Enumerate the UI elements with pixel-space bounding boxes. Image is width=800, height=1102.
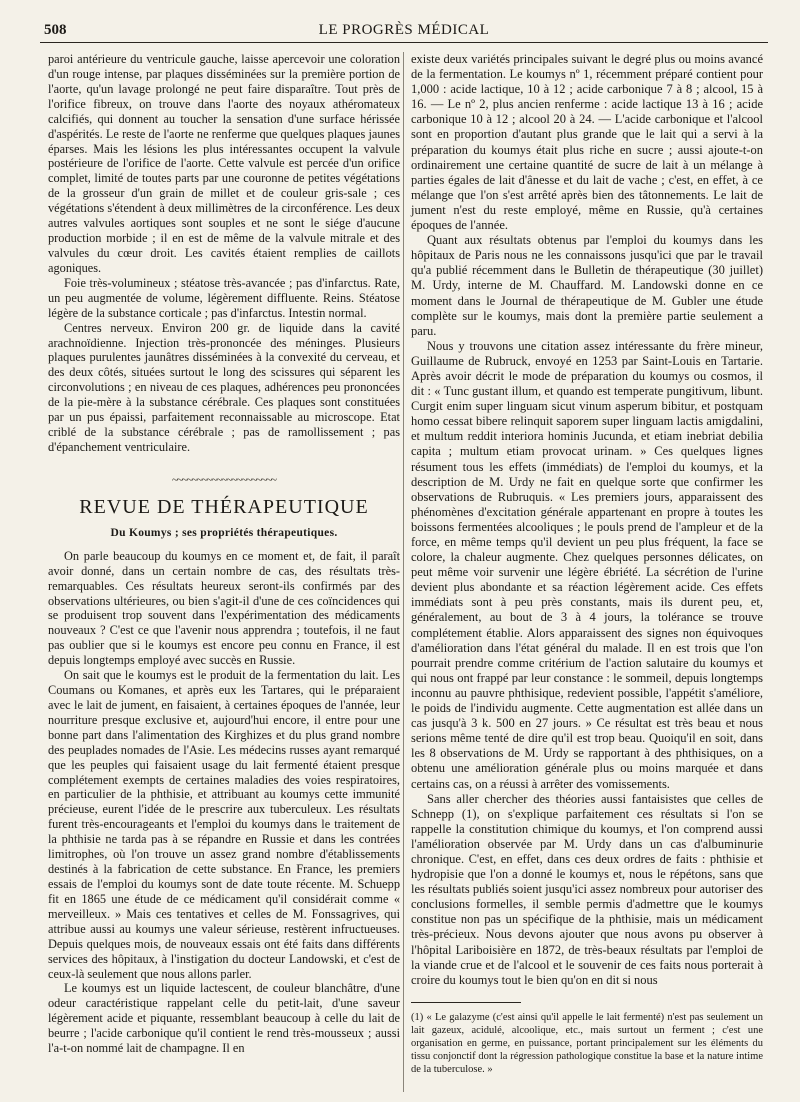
paragraph: existe deux variétés principales suivant le degré plus ou moins avancé de la fermentation. Le koumys nº 1, récemment préparé contient pour 1,000 : acide lactique, 10 à 12 ; acide carbonique 7 à 8 ; alcool, 15 à 16. — Le nº 2, plus ancien renferme : acide lactique 13 à 16 ; acide carbonique 10 à 12 ; alcool 20 à 24. — L'acide carbonique et l'alcool sont en proportion d'autant plus grande que le lait qui a servi à la préparation du koumys était plus riche en sucre ; aussi ajoute-t-on ordinairement une certaine quantité de sucre de lait à un mélange à parties égales de lait d'ânesse et du lait de vache ; c'est, en effet, à ce mélange que l'on s'est arrêté après bien des tâtonnements. Le lait de jument n'est du reste employé, même en Russie, qu'à certaines époques de l'année.: [411, 52, 763, 233]
page-header: [40, 16, 768, 43]
page-number: 508: [44, 22, 67, 38]
column-divider: [403, 52, 404, 1092]
paragraph: Foie très-volumineux ; stéatose très-avancée ; pas d'infarctus. Rate, un peu augmentée de volume, légèrement diffluente. Reins. Stéatose légère de la substance corticale ; pas d'infarctus. Intestin normal.: [48, 275, 400, 320]
paragraph: On parle beaucoup du koumys en ce moment et, de fait, il paraît avoir donné, dans un certain nombre de cas, des résultats très-remarquables. Ces résultats heureux seront-ils confirmés par des observations ultérieures, ou bien s'agit-il d'une de ces coïncidences qui se produisent trop souvent dans l'expérimentation des médicaments nouveaux ? C'est ce que l'avenir nous apprendra ; toutefois, il ne faut pas oublier que si le koumys est encore peu connu en France, il est depuis longtemps employé avec succès en Russie.: [48, 548, 400, 668]
right-column: [411, 52, 763, 1076]
paragraph: Centres nerveux. Environ 200 gr. de liquide dans la cavité arachnoïdienne. Injection très-prononcée des méninges. Plusieurs plaques purulentes jaunâtres disséminées à la convexité du cerveau, et des deux côtés, situées surtout le long des scissures qui séparent les circonvolutions ; en niveau de ces plaques, adhérences peu prononcées de la pie-mère à la substance cérébrale. Ces plaques sont constituées par un pus épaissi, parfaitement reconnaissable au microscope. Etat criblé de la substance cérébrale ; pas de ramollissement ; pas d'épanchement ventriculaire.: [48, 320, 400, 454]
article-subheading: Du Koumys ; ses propriétés thérapeutiques.: [110, 526, 338, 539]
footnote-rule: [411, 1002, 521, 1003]
paragraph: Quant aux résultats obtenus par l'emploi du koumys dans les hôpitaux de Paris nous ne les connaissons jusqu'ici que par le travail qu'a publié récemment dans le Bulletin de thérapeutique (30 juillet) M. Urdy, interne de M. Chauffard. M. Landowski donne en ce moment dans le Journal de thérapeutique de M. Gubler une étude complète sur le koumys, mais dont la première partie seulement a paru.: [411, 233, 763, 338]
paragraph: Nous y trouvons une citation assez intéressante du frère mineur, Guillaume de Rubruck, envoyé en 1253 par Saint-Louis en Tartarie. Après avoir décrit le mode de préparation du koumys ou cosmos, il dit : « Tunc gustant illum, et quando est temperate pungitivum, libunt. Curgit enim super linguam sicut vinum asperum bibitur, et postquam homo cessat bibere relinquit saporem super linguam lactis amigdalini, et multum reddit interiora hominis Jucunda, et etiam inebriat debilia capita ; multum etiam provocat urinam. » Ces quelques lignes résument tous les effets (immédiats) de l'emploi du koumys, et la description de M. Urdy ne fait en quelque sorte que confirmer les observations de Rubruquis. « Les premiers jours, apparaissent des phénomènes d'excitation générale appartenant en propre à toutes les boissons fermentées alcooliques ; le pouls prend de l'ampleur et de la force, en même temps qu'il devient un peu plus fréquent, la face se colore, la chaleur augmente. Chez quelques personnes délicates, on peut même voir survenir une légère ébriété. La sécrétion de l'urine devient plus abondante et sa réaction légèrement acide. Ces effets immédiats sont à peu près constants, mais ils durent peu, et, généralement, au bout de 3 à 4 jours, la tolérance se trouve complétement établie. Alors apparaissent des signes non équivoques d'amélioration dans l'état général du malade. Il en est trois que l'on pourrait prendre comme critérium de l'action salutaire du koumys et qui nous ont frappé par leur constance : le sommeil, depuis longtemps inconnu au pauvre phthisique, redevient possible, l'appétit s'améliore, le poids de l'individu augmente. Cette augmentation est allée dans un cas jusqu'à 3 k. 500 en 27 jours. » Ce résultat est très beau et nous serions même tenté de dire qu'il est trop beau. Quoiqu'il en soit, dans les 8 observations de M. Urdy se rapportant à des phthisiques, on a obtenu une amélioration générale plus ou moins marquée et dans certains cas, on a réussi à arrêter des vomissements.: [411, 338, 763, 791]
journal-title: LE PROGRÈS MÉDICAL: [318, 22, 490, 38]
footnote: (1) « Le galazyme (c'est ainsi qu'il appelle le lait fermenté) n'est pas seulement un lait gazeux, acidulé, alcoolique, etc., mais surtout un ferment ; c'est une organisation en germe, en puissance, portant principalement sur les éléments du tissu conjonctif dont la régression pathologique constitue la base et la nature intime de la tuberculose. »: [411, 1011, 763, 1075]
left-column: [48, 52, 400, 1056]
section-title: REVUE DE THÉRAPEUTIQUE: [79, 495, 369, 518]
paragraph: paroi antérieure du ventricule gauche, laisse apercevoir une coloration d'un rouge intense, par plaques disséminées sur la première portion de l'aorte, qu'un lavage prolongé ne peut faire disparaître. Tout près de l'orifice fibreux, on trouve dans l'aorte des noyaux athéromateux calcifiés, qui donnent au toucher la sensation d'une surface hérissée d'aspérités. Le reste de l'aorte ne renferme que quelques plaques jaunes éparses. Mais les lésions les plus intéressantes occupent la valvule postérieure de l'orifice de l'aorte. Cette valvule est percée d'un orifice complet, limité de toutes parts par une couronne de petites végétations de la grosseur d'un grain de millet et de couleur gris-sale ; ces végétations s'étendent à deux millimètres de la circonférence. Les deux autres valvules aortiques sont souples et ne sont le siége d'aucune production morbide ; il en est de même de la valvule mitrale et des valvules du cœur droit. Les cavités étaient remplies de caillots agoniques.: [48, 52, 400, 275]
article-text-right: [411, 52, 763, 988]
section-divider-ornament: ~~~~~~~~~~~~~~~~~~~~~: [172, 473, 276, 486]
paragraph: Le koumys est un liquide lactescent, de couleur blanchâtre, d'une odeur caractéristique rappelant celle du petit-lait, d'une saveur légèrement acide et piquante, ressemblant beaucoup à celle du lait de beurre ; l'acide carbonique qu'il contient le rend très-mousseux ; aussi l'a-t-on nommé lait de champagne. Il en: [48, 981, 400, 1056]
paragraph: On sait que le koumys est le produit de la fermentation du lait. Les Coumans ou Komanes, et après eux les Tartares, qui le préparaient avec le lait de jument, en faisaient, à certaines époques de l'année, leur nourriture presque exclusive et, aujourd'hui encore, il entre pour une bonne part dans l'alimentation des Kirghizes et du plus grand nombre des peuplades nomades de l'Asie. Les médecins russes ayant remarqué que les peuples qui faisaient usage du lait fermenté étaient presque complétement exempts de certaines maladies des voies respiratoires, en particulier de la phthisie, et attribuant au koumys cette immunité précieuse, eurent l'idée de le prescrire aux tuberculeux. Les résultats furent très-encourageants et l'emploi du koumys dans le traitement de la phthisie ne tarda pas à se répandre en Russie et dans les contrées limitrophes, où l'on trouve un assez grand nombre d'établissements destinés à la fabrication de cette substance. En France, les premiers essais de l'emploi du koumys sont de date toute récente. M. Schuepp fit en 1865 une étude de ce médicament qu'il considérait comme « merveilleux. » Mais ces tentatives et celles de M. Fonssagrives, qui attribue aussi au koumys une valeur sérieuse, restèrent infructueuses. Depuis quelques mois, de nouveaux essais ont été faits dans différents services des hôpitaux, à l'instigation du docteur Landowski, et c'est de ceux-là seulement que nous allons parler.: [48, 668, 400, 981]
autopsy-text: [48, 52, 400, 455]
paragraph: Sans aller chercher des théories aussi fantaisistes que celles de Schnepp (1), on s'explique parfaitement ces résultats si l'on se rappelle la constitution chimique du koumys, et l'on comprend aussi l'amélioration observée par M. Urdy dans un cas d'albuminurie chronique. C'est, en effet, dans ces deux ordres de faits : phthisie et hydropisie que l'on a donné le koumys et, nous le répétons, sans que les résultats publiés soient jusqu'ici assez nombreux pour autoriser des conclusions formelles, il semble permis d'admettre que le koumys constitue non pas un spécifique de la phthisie, mais un médicament très-précieux. Nous devons ajouter que nous avons pu observer à l'hôpital Lariboisière en 1872, de très-beaux résultats par l'emploi de la viande crue et de l'alcool et le souvenir de ces faits nous porterait à croire du koumys tout le bien qu'on en dit si nous: [411, 791, 763, 987]
article-text-left: [48, 549, 400, 1056]
